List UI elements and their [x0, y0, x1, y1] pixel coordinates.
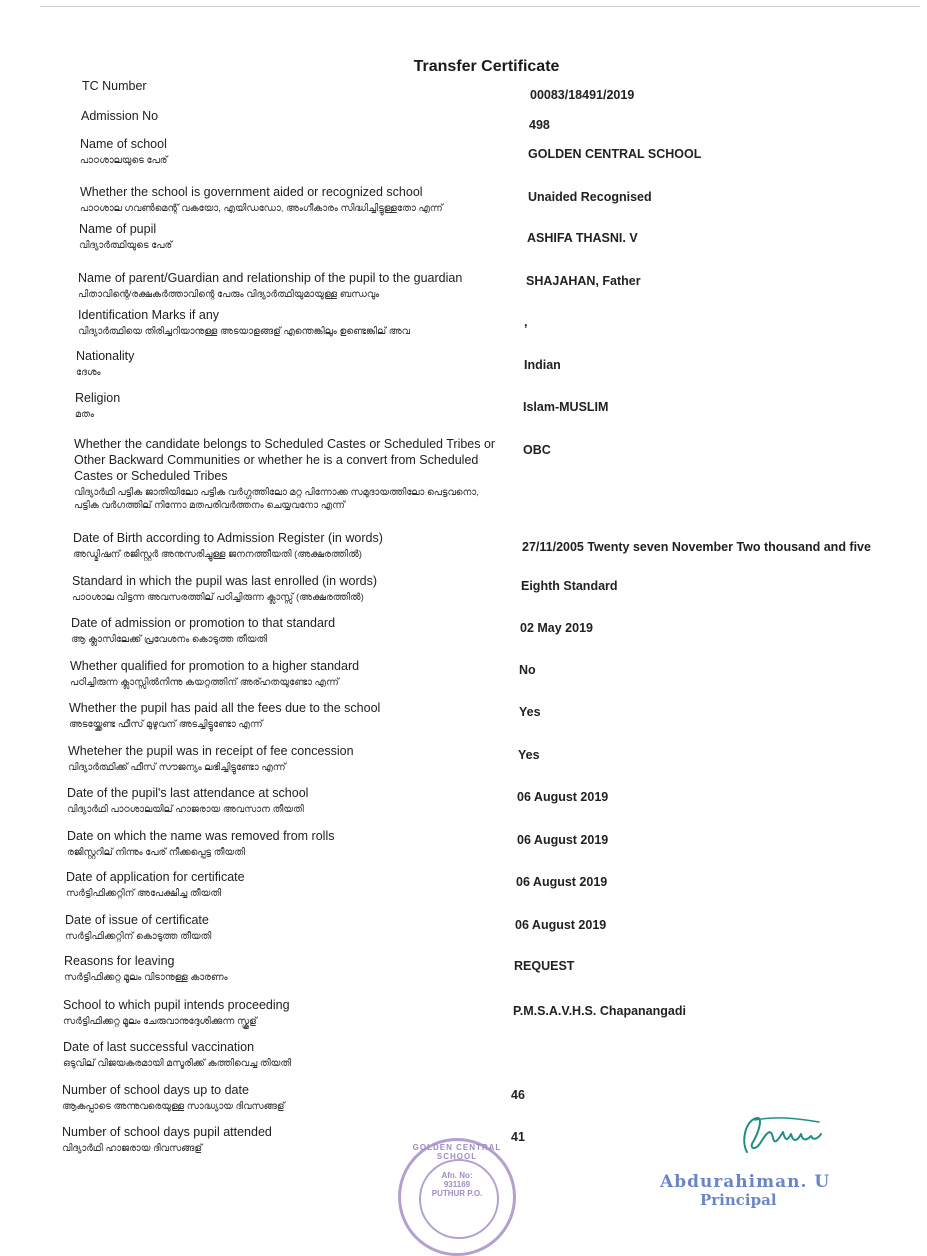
label-ml: വിദ്യാർഥി പട്ടിക ജാതിയിലോ പട്ടിക വർഗ്ഗത്തിലോ മറ്റ പിന്നോക്ക സമുദായത്തിലോ പെട്ടവനൊ, പട്ടിക വർഗത്തില് നിന്നോ മതപരിവർത്തനം ചെയ്യവനോ എന്ന്	[74, 487, 479, 511]
principal-signature	[735, 1112, 825, 1160]
label-ml: മതം	[75, 409, 95, 420]
field-label	[78, 270, 518, 301]
label-ml: സർട്ടിഫിക്കറ്റിന് അപേക്ഷിച്ച തീയതി	[66, 888, 222, 899]
label-en: Reasons for leaving	[64, 954, 175, 968]
field-label	[64, 953, 504, 984]
label-ml: രജിസ്റ്ററില് നിന്നും പേര് നീക്കപ്പെട്ട തീയതി	[67, 847, 245, 858]
field-label	[73, 530, 513, 561]
field-value: 27/11/2005 Twenty seven November Two thousand and five	[522, 540, 871, 554]
field-label	[74, 436, 499, 512]
field-value: Yes	[519, 705, 541, 719]
label-en: Identification Marks if any	[78, 308, 220, 322]
field-value: No	[519, 663, 536, 677]
field-value: 06 August 2019	[515, 918, 607, 932]
label-ml: പഠിച്ചിരുന്ന ക്ലാസ്സിൽനിന്നു കയറ്റത്തിന് അര്ഹതയുണ്ടോ എന്ന്	[70, 677, 339, 688]
label-ml: പിതാവിന്റെ/രക്ഷകർത്താവിന്റെ പേരും വിദ്യാർത്ഥിയുമായുള്ള ബന്ധവും	[78, 289, 380, 300]
label-ml: പാഠശാല വിട്ടന്ന അവസരത്തില് പഠിച്ചിരുന്ന ക്ലാസ്സ് (അക്ഷരത്തിൽ)	[72, 592, 364, 603]
page-title: Transfer Certificate	[413, 58, 560, 75]
field-value: 06 August 2019	[517, 790, 609, 804]
field-label	[78, 307, 518, 338]
label-ml: പാഠശാലയുടെ പേര്	[80, 155, 168, 166]
seal-afn-label: Afn. No:	[441, 1171, 473, 1180]
field-label	[69, 700, 509, 731]
field-value: OBC	[523, 443, 551, 457]
field-label	[80, 136, 520, 167]
label-en: Wheteher the pupil was in receipt of fee concession	[68, 744, 354, 758]
field-value: P.M.S.A.V.H.S. Chapanangadi	[513, 1004, 686, 1018]
label-en: Date of last successful vaccination	[63, 1040, 255, 1054]
label-en: Date on which the name was removed from rolls	[67, 829, 335, 843]
seal-afn-number: 931169	[443, 1180, 471, 1189]
label-ml: വിദ്യാർഥി ഹാജരായ ദിവസങ്ങള്	[62, 1143, 203, 1154]
field-label	[72, 573, 512, 604]
label-ml: സർട്ടിഫിക്കറ്റിന് കൊടുത്ത തീയതി	[65, 931, 212, 942]
field-value: 46	[511, 1088, 525, 1102]
label-en: Name of school	[80, 137, 167, 151]
label-ml: ദേശം	[76, 367, 101, 378]
field-value: 02 May 2019	[520, 621, 593, 635]
label-ml: വിദ്യാർത്ഥിയെ തിരിച്ചറിയാനുള്ള അടയാളങ്ങള് എന്തെങ്കിലും ഉണ്ടെങ്കില് അവ	[78, 326, 410, 337]
field-value: Yes	[518, 748, 540, 762]
label-en: Whether the candidate belongs to Scheduled Castes or Scheduled Tribes or Other Backward Communities or whether he is a convert from Scheduled Castes or Scheduled Tribes	[74, 437, 496, 483]
label-en: Date of application for certificate	[66, 870, 245, 884]
field-value: REQUEST	[514, 959, 575, 973]
field-label	[82, 78, 522, 94]
field-value: 41	[511, 1130, 525, 1144]
field-value: Unaided Recognised	[528, 190, 652, 204]
field-label	[63, 1039, 503, 1070]
label-en: Whether the school is government aided or recognized school	[80, 185, 423, 199]
label-en: Standard in which the pupil was last enrolled (in words)	[72, 574, 378, 588]
field-label	[76, 348, 516, 379]
label-en: Name of pupil	[79, 222, 157, 236]
field-value: 498	[529, 118, 550, 132]
label-en: Number of school days up to date	[62, 1083, 249, 1097]
field-label	[62, 1082, 502, 1113]
label-ml: സർട്ടിഫിക്കറ്റ മൂലം ചേരുവാനുദ്ദേശിക്കുന്ന സ്കൂള്	[63, 1016, 257, 1027]
field-value: SHAJAHAN, Father	[526, 274, 641, 288]
school-seal	[398, 1138, 516, 1256]
label-en: Whether qualified for promotion to a higher standard	[70, 659, 360, 673]
label-en: Date of Birth according to Admission Register (in words)	[73, 531, 383, 545]
principal-title: Principal	[700, 1191, 777, 1209]
field-label	[75, 390, 515, 421]
label-en: Number of school days pupil attended	[62, 1125, 272, 1139]
seal-ring-text: GOLDEN CENTRAL SCHOOL	[412, 1143, 502, 1161]
label-ml: ഒടുവില് വിജയകരമായി മസൂരിക്ക് കത്തിവെച്ച തിയതി	[63, 1058, 292, 1069]
page-top-rule	[40, 6, 920, 7]
seal-center-text	[421, 1171, 493, 1198]
principal-name: Abdurahiman. U	[660, 1172, 831, 1192]
field-label	[67, 785, 507, 816]
label-en: Nationality	[76, 349, 135, 363]
label-ml: അഡ്മിഷന് രജിസ്റ്റർ അനുസരിച്ചുള്ള ജനനത്തീയതി (അക്ഷരത്തിൽ)	[73, 549, 362, 560]
field-value: GOLDEN CENTRAL SCHOOL	[528, 147, 702, 161]
label-ml: സർട്ടിഫിക്കറ്റ മൂലം വിടാനുള്ള കാരണം	[64, 972, 228, 983]
field-label	[67, 828, 507, 859]
label-ml: അടയ്ക്കേണ്ട ഫീസ് മുഴുവന് അടച്ചിട്ടുണ്ടോ എന്ന്	[69, 719, 263, 730]
label-ml: ആകപ്പാടെ അന്നുവരെയുള്ള സാദ്ധ്യായ ദിവസങ്ങള്	[62, 1101, 285, 1112]
field-value: Eighth Standard	[521, 579, 618, 593]
label-en: Name of parent/Guardian and relationship of the pupil to the guardian	[78, 271, 463, 285]
field-value: Indian	[524, 358, 561, 372]
label-en: Religion	[75, 391, 121, 405]
label-en: Admission No	[81, 109, 159, 123]
label-en: School to which pupil intends proceeding	[63, 998, 290, 1012]
field-value: ASHIFA THASNI. V	[527, 231, 638, 245]
field-label	[65, 912, 505, 943]
label-en: Date of issue of certificate	[65, 913, 209, 927]
label-en: Date of the pupil's last attendance at school	[67, 786, 309, 800]
field-value: Islam-MUSLIM	[523, 400, 609, 414]
field-label	[63, 997, 503, 1028]
field-label	[80, 184, 520, 215]
label-en: TC Number	[82, 79, 147, 93]
field-value: 06 August 2019	[516, 875, 608, 889]
seal-place: PUTHUR P.O.	[431, 1189, 483, 1198]
label-ml: വിദ്യാർഥി പാഠശാലയില് ഹാജരായ അവസാന തീയതി	[67, 804, 304, 815]
label-ml: വിദ്യാർത്ഥിയുടെ പേര്	[79, 240, 173, 251]
field-value: 00083/18491/2019	[530, 88, 635, 102]
label-ml: ആ ക്ലാസിലേക്ക് പ്രവേശനം കൊടുത്ത തീയതി	[71, 634, 268, 645]
field-value: 06 August 2019	[517, 833, 609, 847]
field-label	[68, 743, 508, 774]
label-en: Date of admission or promotion to that standard	[71, 616, 336, 630]
field-label	[79, 221, 519, 252]
field-label	[81, 108, 521, 124]
label-en: Whether the pupil has paid all the fees due to the school	[69, 701, 381, 715]
field-label	[70, 658, 510, 689]
field-label	[66, 869, 506, 900]
label-ml: പാഠശാല ഗവൺമെന്റ് വകയോ, എയിഡഡോ, അംഗീകാരം സിദ്ധിച്ചിട്ടുള്ളതോ എന്ന്	[80, 203, 443, 214]
field-label	[71, 615, 511, 646]
label-ml: വിദ്യാർത്ഥിക്ക് ഫീസ് സൗജന്യം ലഭിച്ചിട്ടുണ്ടോ എന്ന്	[68, 762, 286, 773]
field-value: ,	[524, 315, 528, 329]
